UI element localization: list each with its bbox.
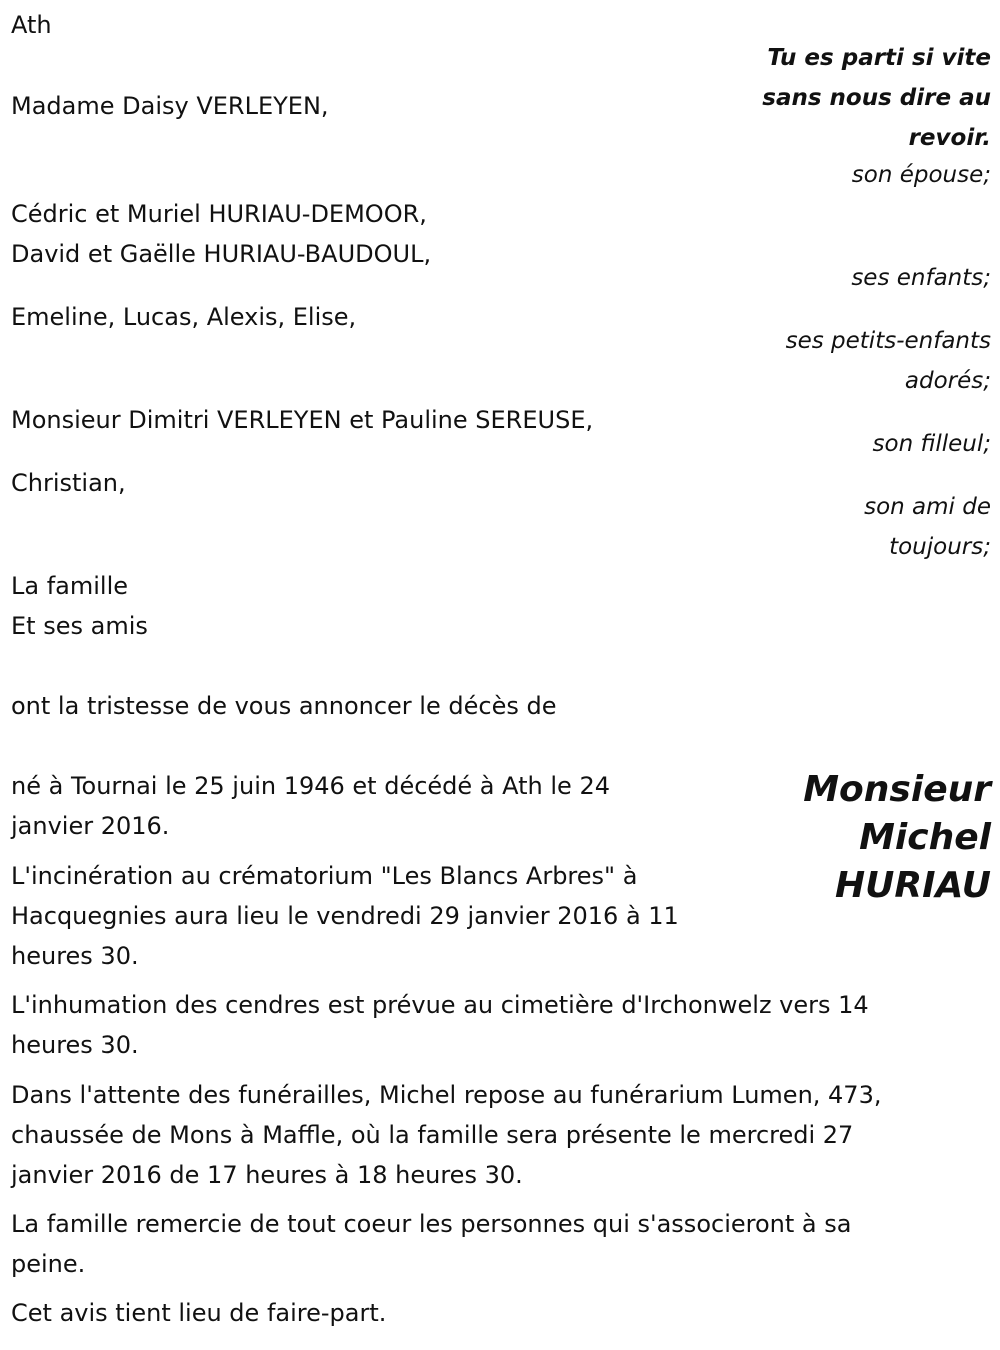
quote-line-2: sans nous dire au	[762, 85, 991, 111]
grandchildren-names: Emeline, Lucas, Alexis, Elise,	[11, 303, 357, 331]
funeral-home-line-2: chaussée de Mons à Maffle, où la famille sera présente le mercredi 27	[11, 1121, 854, 1149]
children-role: ses enfants;	[851, 265, 991, 291]
quote-line-1: Tu es parti si vite	[767, 45, 991, 71]
funeral-home-line-3: janvier 2016 de 17 heures à 18 heures 30.	[11, 1161, 523, 1189]
cremation-line-1: L'incinération au crématorium "Les Blancs Arbres" à	[11, 862, 638, 890]
thanks-line-1: La famille remercie de tout coeur les personnes qui s'associeront à sa	[11, 1210, 852, 1238]
announcement: ont la tristesse de vous annoncer le décès de	[11, 692, 557, 720]
family-line-1: La famille	[11, 572, 129, 600]
funeral-home-line-1: Dans l'attente des funérailles, Michel repose au funérarium Lumen, 473,	[11, 1081, 882, 1109]
deceased-name	[751, 766, 991, 910]
godson-role: son filleul;	[872, 431, 991, 457]
godson-name: Monsieur Dimitri VERLEYEN et Pauline SEREUSE,	[11, 406, 594, 434]
friend-role-line-2: toujours;	[889, 534, 991, 560]
thanks-line-2: peine.	[11, 1250, 86, 1278]
quote-line-3: revoir.	[908, 125, 991, 151]
deceased-title: Monsieur	[803, 769, 991, 810]
grandchildren-role-line-2: adorés;	[904, 368, 991, 394]
deceased-last-name: HURIAU	[835, 865, 991, 906]
cremation-line-2: Hacquegnies aura lieu le vendredi 29 janvier 2016 à 11	[11, 902, 679, 930]
grandchildren-role-line-1: ses petits-enfants	[785, 328, 991, 354]
cremation-line-3: heures 30.	[11, 942, 139, 970]
birth-death-line-1: né à Tournai le 25 juin 1946 et décédé à Ath le 24	[11, 772, 610, 800]
birth-death-line-2: janvier 2016.	[11, 812, 170, 840]
burial-line-2: heures 30.	[11, 1031, 139, 1059]
spouse-role: son épouse;	[851, 162, 991, 188]
burial-line-1: L'inhumation des cendres est prévue au cimetière d'Irchonwelz vers 14	[11, 991, 869, 1019]
notice-line: Cet avis tient lieu de faire-part.	[11, 1299, 387, 1327]
family-line-2: Et ses amis	[11, 612, 148, 640]
place-line: Ath	[11, 11, 52, 39]
children-line-1: Cédric et Muriel HURIAU-DEMOOR,	[11, 200, 427, 228]
children-line-2: David et Gaëlle HURIAU-BAUDOUL,	[11, 240, 432, 268]
friend-role-line-1: son ami de	[864, 494, 991, 520]
friend-name: Christian,	[11, 469, 126, 497]
spouse-name: Madame Daisy VERLEYEN,	[11, 92, 329, 120]
deceased-first-name: Michel	[859, 817, 991, 858]
